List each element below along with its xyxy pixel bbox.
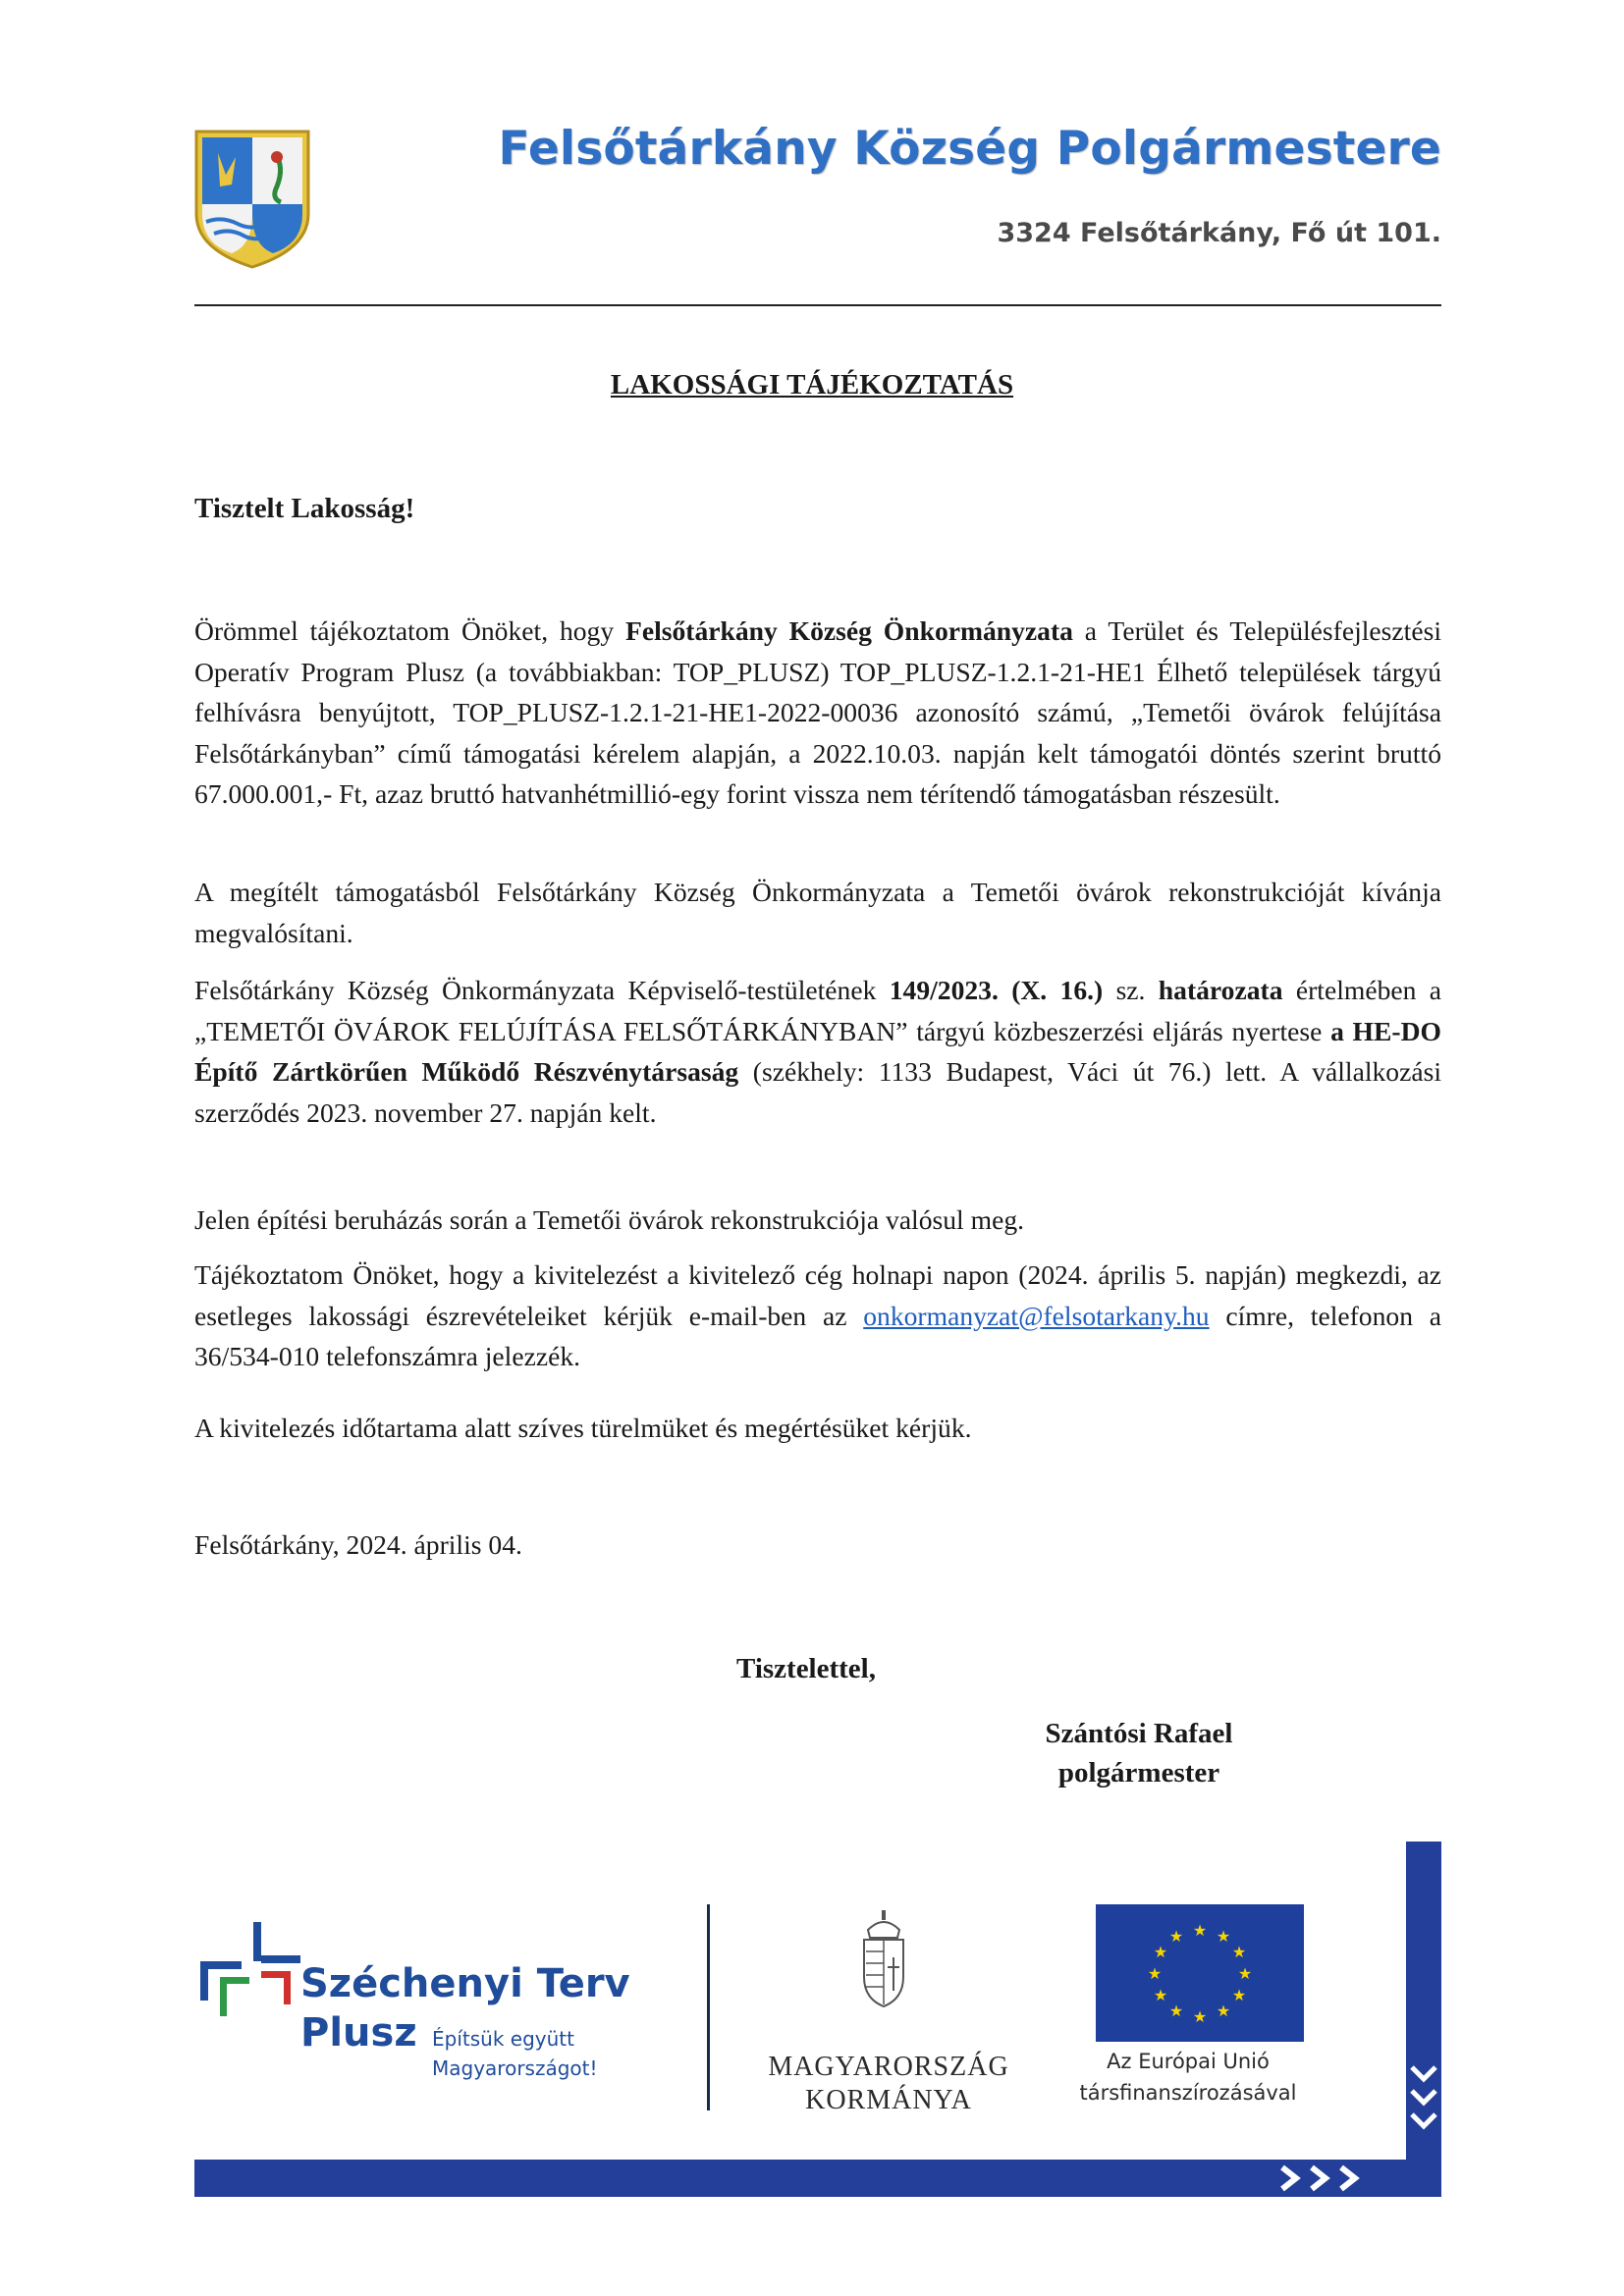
szechenyi-slogan-line2: Magyarországot!	[432, 2056, 598, 2080]
paragraph-1-text-a: Örömmel tájékoztatom Önöket, hogy	[194, 615, 625, 646]
svg-text:★: ★	[1237, 1964, 1253, 1983]
svg-text:★: ★	[1216, 1927, 1231, 1946]
paragraph-1	[194, 611, 1441, 815]
szechenyi-plan-name: Széchenyi Terv	[300, 1961, 630, 2006]
paragraph-4: Jelen építési beruházás során a Temetői övárok rekonstrukciója valósul meg.	[194, 1204, 1025, 1235]
svg-text:★: ★	[1153, 1986, 1168, 2004]
szechenyi-logo-icon	[196, 1916, 314, 2024]
paragraph-3-text-a: Felsőtárkány Község Önkormányzata Képviselő-testületének	[194, 975, 890, 1005]
chevron-right-icon	[1272, 2160, 1390, 2197]
footer-logo-divider	[707, 1904, 710, 2110]
organization-title: Felsőtárkány Község Polgármestere	[498, 122, 1441, 176]
paragraph-3	[194, 970, 1441, 1133]
signer-title: polgármester	[1057, 1757, 1220, 1789]
svg-text:★: ★	[1153, 1943, 1168, 1961]
organization-name-bold: Felsőtárkány Község Önkormányzata	[624, 615, 1073, 646]
eu-flag-icon	[1096, 1904, 1304, 2042]
coat-of-arms-icon	[192, 128, 312, 271]
email-link[interactable]: onkormanyzat@felsotarkany.hu	[863, 1300, 1210, 1331]
svg-text:★: ★	[1147, 1964, 1163, 1983]
government-name-line2: KORMÁNYA	[805, 2085, 972, 2115]
hungarian-crest-icon	[854, 1908, 913, 2010]
organization-address: 3324 Felsőtárkány, Fő út 101.	[997, 218, 1441, 248]
chevron-down-icon	[1406, 2061, 1441, 2150]
paragraph-5	[194, 1255, 1441, 1377]
document-title: LAKOSSÁGI TÁJÉKOZTATÁS	[610, 369, 1014, 400]
svg-text:★: ★	[1231, 1943, 1247, 1961]
paragraph-1-text-c: a Terület és Településfejlesztési Operatív Program Plusz (a továbbiakban: TOP_PLUSZ) TOP_PLUSZ-1.2.1-21-HE1 Élhető települések tárgyú felhívásra benyújtott, TOP_PLUSZ-1.2.1-21-HE1-2022-00036 azonosító számú, „Temetői övárok felújítása Felsőtárkányban” című támogatási kérelem alapján, a 2022.10.03. napján kelt támogatói döntés szerint bruttó 67.000.001,- Ft, azaz bruttó hatvanhétmillió-egy forint vissza nem térítendő támogatásban részesült.	[194, 615, 1441, 809]
szechenyi-plan-plus: Plusz	[300, 2010, 417, 2056]
salutation: Tisztelt Lakosság!	[194, 493, 415, 524]
paragraph-3-text-c: sz.	[1103, 975, 1159, 1005]
government-name-line1: MAGYARORSZÁG	[768, 2052, 1009, 2082]
paragraph-5-text-a: Tájékoztatom Önöket, hogy a kivitelezést a kivitelező cég holnapi napon (2024. április 5. napján) megkezdi, az esetleges lakossági észrevételeiket kérjük e-mail-ben az	[194, 1259, 1441, 1331]
resolution-word-bold: határozata	[1158, 975, 1283, 1005]
szechenyi-slogan-line1: Építsük együtt	[432, 2027, 574, 2051]
signature-block	[992, 1714, 1286, 1792]
paragraph-3-text-g: (székhely: 1133 Budapest, Váci út 76.) lett. A vállalkozási szerződés 2023. november 27. napján kelt.	[194, 1056, 1441, 1128]
contractor-name-bold: a HE-DO Építő Zártkörűen Működő Részvénytársaság	[194, 1015, 1441, 1087]
svg-text:★: ★	[1192, 1921, 1208, 1940]
svg-text:★: ★	[1231, 1986, 1247, 2004]
paragraph-2: A megítélt támogatásból Felsőtárkány Község Önkormányzata a Temetői övárok rekonstrukcióját kívánja megvalósítani.	[194, 877, 1441, 948]
closing-greeting: Tisztelettel,	[736, 1653, 876, 1684]
signer-name: Szántósi Rafael	[1045, 1718, 1233, 1749]
footer-horizontal-bar	[194, 2160, 1441, 2197]
eu-cofinancing-line1: Az Európai Unió	[1107, 2050, 1270, 2073]
eu-cofinancing-line2: társfinanszírozásával	[1079, 2081, 1297, 2105]
svg-text:★: ★	[1192, 2007, 1208, 2026]
place-and-date: Felsőtárkány, 2024. április 04.	[194, 1529, 522, 1560]
svg-text:★: ★	[1168, 1927, 1184, 1946]
szechenyi-slogan	[432, 2024, 648, 2083]
header-divider	[194, 304, 1441, 306]
svg-text:★: ★	[1216, 2002, 1231, 2020]
paragraph-3-text-e: értelmében a „TEMETŐI ÖVÁROK FELÚJÍTÁSA FELSŐTÁRKÁNYBAN” tárgyú közbeszerzési eljárás nyertese	[194, 975, 1442, 1046]
paragraph-5-text-b: címre, telefonon a 36/534-010 telefonszámra jelezzék.	[194, 1300, 1441, 1371]
svg-text:★: ★	[1168, 2002, 1184, 2020]
resolution-number-bold: 149/2023. (X. 16.)	[889, 975, 1104, 1005]
paragraph-6: A kivitelezés időtartama alatt szíves türelmüket és megértésüket kérjük.	[194, 1413, 972, 1443]
